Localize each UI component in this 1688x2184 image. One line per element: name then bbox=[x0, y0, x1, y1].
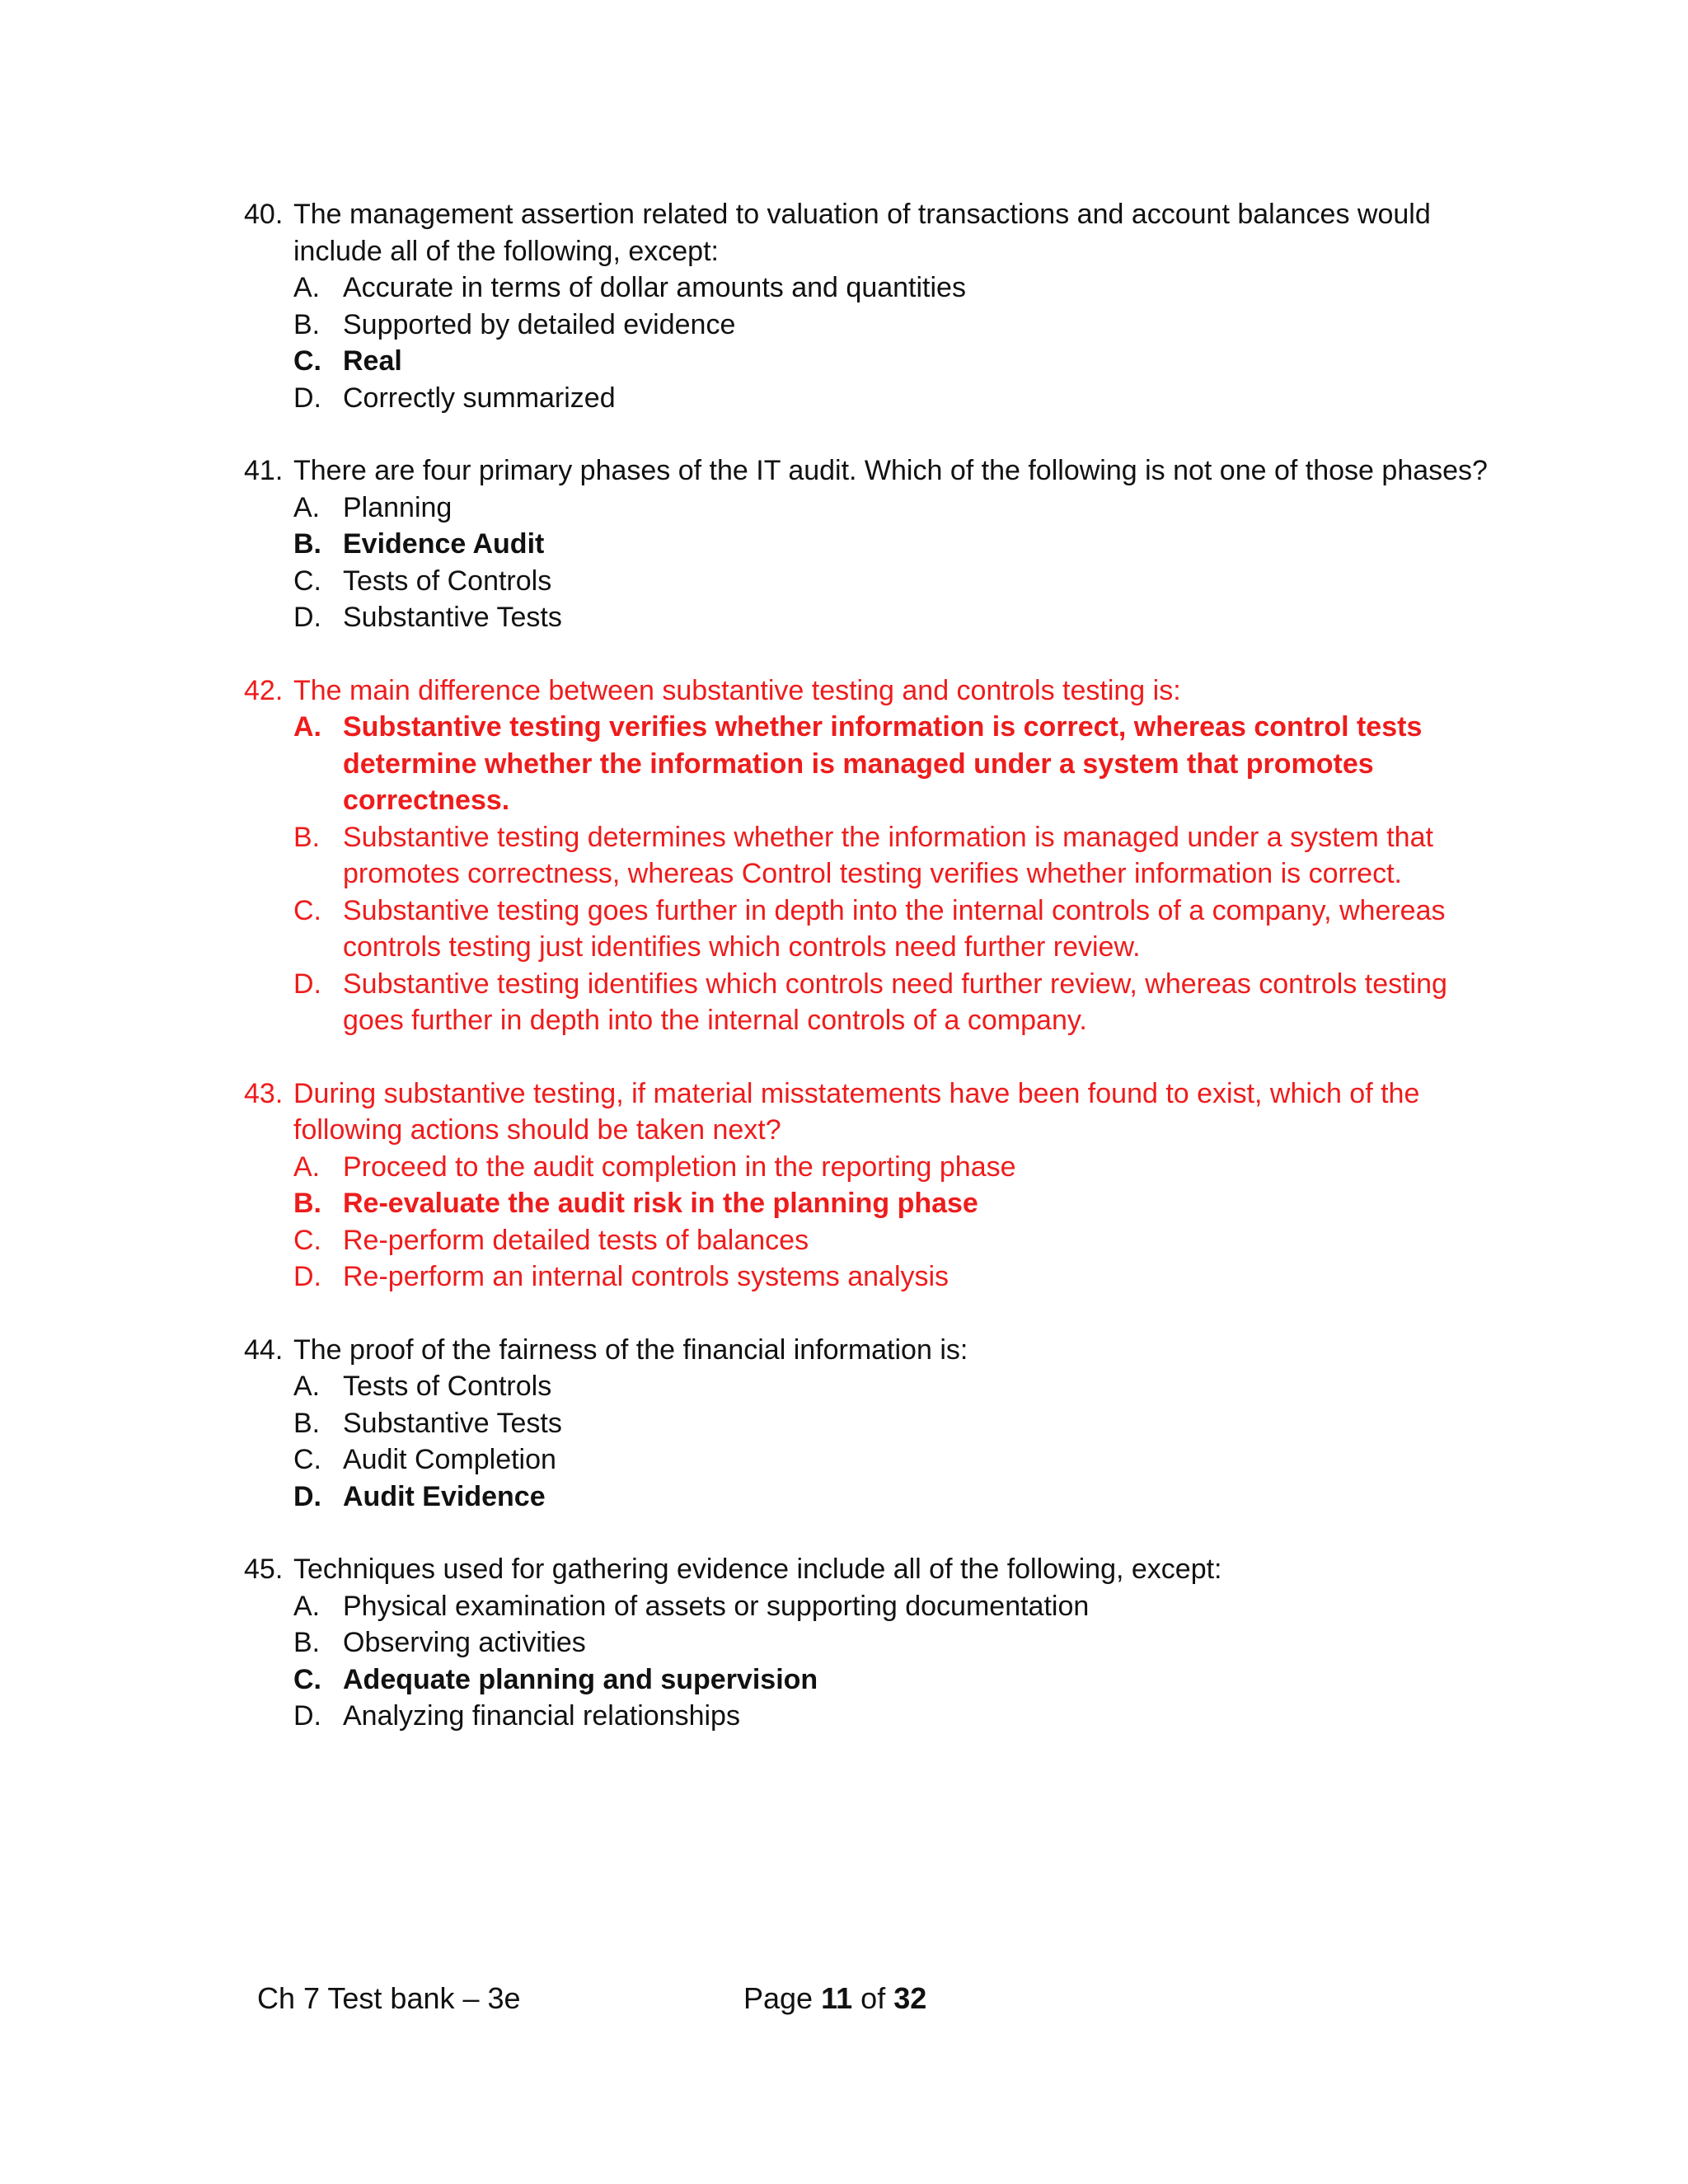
option-letter: D. bbox=[293, 1261, 321, 1292]
option-text: Planning bbox=[343, 491, 452, 523]
answer-option-correct bbox=[293, 526, 1497, 563]
option-text: Proceed to the audit completion in the reporting phase bbox=[343, 1151, 1016, 1183]
option-letter: A. bbox=[293, 1151, 321, 1183]
question-text: Techniques used for gathering evidence include all of the following, except: bbox=[293, 1554, 1222, 1585]
option-text: Tests of Controls bbox=[343, 1371, 552, 1402]
footer-of-word: of bbox=[860, 1981, 886, 2015]
option-text: Substantive testing identifies which controls need further review, whereas controls testing goes further in depth into the internal controls of a company. bbox=[343, 968, 1447, 1036]
option-text: Substantive testing verifies whether information is correct, whereas control tests determine whether the information is managed under a system that promotes correctness. bbox=[343, 711, 1423, 816]
footer-page-current: 11 bbox=[821, 1981, 853, 2015]
answer-option-correct bbox=[293, 343, 1497, 380]
question-text: The management assertion related to valuation of transactions and account balances would include all of the following, except: bbox=[293, 199, 1431, 267]
question-item bbox=[244, 1076, 1497, 1296]
answer-option-correct bbox=[293, 709, 1497, 819]
option-letter: D. bbox=[293, 1700, 321, 1732]
option-letter: A. bbox=[293, 1371, 321, 1402]
answer-option bbox=[293, 819, 1497, 893]
option-text: Re-perform an internal controls systems analysis bbox=[343, 1261, 950, 1292]
option-text: Correctly summarized bbox=[343, 382, 616, 414]
option-letter: C. bbox=[293, 894, 321, 926]
option-text: Re-evaluate the audit risk in the planning phase bbox=[343, 1188, 978, 1219]
option-text: Substantive testing determines whether the information is managed under a system that promotes correctness, whereas Control testing verifies whether information is correct. bbox=[343, 821, 1433, 889]
option-letter: A. bbox=[293, 491, 321, 523]
answer-option bbox=[293, 307, 1497, 344]
answer-options bbox=[293, 269, 1497, 416]
answer-options bbox=[293, 1149, 1497, 1296]
answer-option bbox=[293, 563, 1497, 600]
question-text: During substantive testing, if material misstatements have been found to exist, which of the following actions should be taken next? bbox=[293, 1077, 1420, 1146]
option-text: Audit Evidence bbox=[343, 1480, 546, 1512]
option-letter: C. bbox=[293, 1444, 321, 1475]
option-letter: A. bbox=[293, 272, 321, 303]
footer-doc-label: Ch 7 Test bank – 3e bbox=[257, 1981, 521, 2015]
answer-options bbox=[293, 709, 1497, 1039]
question-stem bbox=[244, 1076, 1497, 1149]
question-number: 44. bbox=[244, 1333, 284, 1366]
question-stem bbox=[244, 1332, 1497, 1369]
question-stem bbox=[244, 196, 1497, 269]
question-item bbox=[244, 196, 1497, 416]
option-text: Real bbox=[343, 345, 402, 377]
answer-option bbox=[293, 1258, 1497, 1296]
option-text: Substantive Tests bbox=[343, 1407, 562, 1439]
question-text: There are four primary phases of the IT audit. Which of the following is not one of those phases? bbox=[293, 455, 1488, 486]
footer-page-total: 32 bbox=[893, 1981, 927, 2015]
option-text: Substantive Tests bbox=[343, 602, 562, 633]
answer-option bbox=[293, 1149, 1497, 1186]
question-text: The main difference between substantive testing and controls testing is: bbox=[293, 674, 1181, 706]
answer-option bbox=[293, 966, 1497, 1039]
option-letter: B. bbox=[293, 528, 321, 560]
answer-options bbox=[293, 1368, 1497, 1515]
answer-option-correct bbox=[293, 1479, 1497, 1516]
footer-page-number bbox=[743, 1978, 926, 2019]
option-text: Accurate in terms of dollar amounts and quantities bbox=[343, 272, 966, 303]
option-letter: D. bbox=[293, 382, 321, 414]
answer-option bbox=[293, 1405, 1497, 1442]
answer-option bbox=[293, 1368, 1497, 1405]
answer-option bbox=[293, 1441, 1497, 1479]
answer-option bbox=[293, 1698, 1497, 1735]
answer-options bbox=[293, 1588, 1497, 1735]
option-letter: C. bbox=[293, 1224, 321, 1256]
question-number: 43. bbox=[244, 1077, 284, 1109]
option-text: Substantive testing goes further in depth into the internal controls of a company, whereas controls testing just identifies which controls need further review. bbox=[343, 894, 1446, 963]
answer-option bbox=[293, 269, 1497, 307]
option-text: Re-perform detailed tests of balances bbox=[343, 1224, 809, 1256]
question-number: 41. bbox=[244, 455, 284, 486]
answer-option bbox=[293, 893, 1497, 966]
question-text: The proof of the fairness of the financial information is: bbox=[293, 1333, 968, 1366]
page-footer bbox=[0, 1978, 1688, 2019]
question-item bbox=[244, 452, 1497, 636]
option-letter: D. bbox=[293, 602, 321, 633]
option-text: Evidence Audit bbox=[343, 528, 545, 560]
answer-option bbox=[293, 490, 1497, 527]
answer-option bbox=[293, 380, 1497, 417]
option-text: Tests of Controls bbox=[343, 565, 552, 597]
option-text: Supported by detailed evidence bbox=[343, 308, 736, 340]
option-letter: C. bbox=[293, 565, 321, 597]
question-item bbox=[244, 1551, 1497, 1735]
option-letter: A. bbox=[293, 711, 321, 743]
question-number: 40. bbox=[244, 199, 284, 230]
footer-page-word: Page bbox=[743, 1981, 814, 2015]
question-stem bbox=[244, 452, 1497, 490]
option-letter: B. bbox=[293, 1188, 321, 1219]
option-letter: C. bbox=[293, 1663, 321, 1695]
answer-option bbox=[293, 1588, 1497, 1625]
option-text: Physical examination of assets or supporting documentation bbox=[343, 1590, 1090, 1622]
option-letter: C. bbox=[293, 345, 321, 377]
question-number: 45. bbox=[244, 1554, 284, 1585]
option-text: Analyzing financial relationships bbox=[343, 1700, 740, 1732]
question-number: 42. bbox=[244, 674, 284, 706]
question-stem bbox=[244, 1551, 1497, 1588]
option-letter: A. bbox=[293, 1590, 321, 1622]
option-text: Audit Completion bbox=[343, 1444, 556, 1475]
option-letter: D. bbox=[293, 968, 321, 1000]
answer-option bbox=[293, 599, 1497, 636]
option-letter: D. bbox=[293, 1480, 321, 1512]
option-letter: B. bbox=[293, 821, 321, 853]
question-item bbox=[244, 1332, 1497, 1516]
option-text: Observing activities bbox=[343, 1627, 586, 1658]
option-letter: B. bbox=[293, 1627, 321, 1658]
option-letter: B. bbox=[293, 1407, 321, 1439]
question-item bbox=[244, 673, 1497, 1039]
answer-option-correct bbox=[293, 1661, 1497, 1699]
option-text: Adequate planning and supervision bbox=[343, 1663, 818, 1695]
answer-option-correct bbox=[293, 1185, 1497, 1222]
option-letter: B. bbox=[293, 308, 321, 340]
question-stem bbox=[244, 673, 1497, 710]
answer-option bbox=[293, 1222, 1497, 1259]
question-list bbox=[244, 196, 1497, 1771]
answer-option bbox=[293, 1624, 1497, 1661]
answer-options bbox=[293, 490, 1497, 636]
